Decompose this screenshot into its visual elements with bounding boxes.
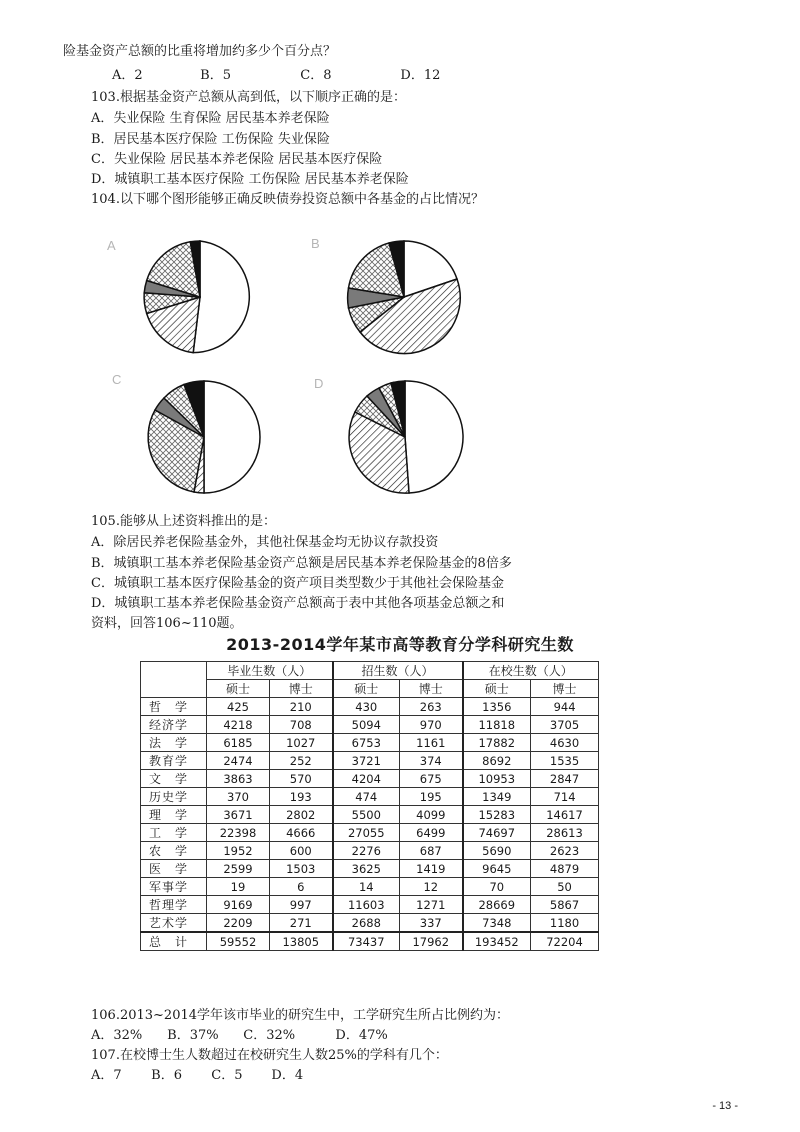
value-cell: 600	[270, 842, 333, 860]
value-cell: 4204	[333, 770, 400, 788]
value-cell: 9169	[207, 896, 270, 914]
value-cell: 1271	[400, 896, 463, 914]
value-cell: 687	[400, 842, 463, 860]
value-cell: 6753	[333, 734, 400, 752]
value-cell: 997	[270, 896, 333, 914]
pie-label-a: A	[107, 238, 116, 253]
table-row	[141, 716, 599, 734]
subject-cell: 教育学	[141, 752, 207, 770]
table-row	[141, 842, 599, 860]
subheader-cell: 博士	[531, 680, 599, 698]
value-cell: 73437	[333, 932, 400, 951]
subject-cell: 理 学	[141, 806, 207, 824]
value-cell: 570	[270, 770, 333, 788]
pie-a-slice-white	[193, 241, 249, 353]
value-cell: 2276	[333, 842, 400, 860]
q106-option-c[interactable]: C．32%	[243, 1028, 296, 1043]
value-cell: 11603	[333, 896, 400, 914]
table-header-row	[141, 662, 599, 680]
table-row	[141, 860, 599, 878]
value-cell: 14	[333, 878, 400, 896]
value-cell: 1952	[207, 842, 270, 860]
value-cell: 11818	[463, 716, 531, 734]
value-cell: 4630	[531, 734, 599, 752]
header-in-school: 在校生数（人）	[463, 662, 599, 680]
value-cell: 2209	[207, 914, 270, 933]
value-cell: 3671	[207, 806, 270, 824]
value-cell: 4879	[531, 860, 599, 878]
q105-option-a[interactable]: A．除居民养老保险基金外，其他社保基金均无协议存款投资	[91, 535, 439, 550]
value-cell: 1503	[270, 860, 333, 878]
value-cell: 5500	[333, 806, 400, 824]
subject-cell: 艺术学	[141, 914, 207, 933]
value-cell: 193452	[463, 932, 531, 951]
value-cell: 74697	[463, 824, 531, 842]
value-cell: 1535	[531, 752, 599, 770]
q107-stem: 107.在校博士生人数超过在校研究生人数25%的学科有几个：	[91, 1048, 448, 1063]
q102-option-c[interactable]: C．8	[300, 68, 332, 83]
subject-cell: 历史学	[141, 788, 207, 806]
value-cell: 2688	[333, 914, 400, 933]
value-cell: 195	[400, 788, 463, 806]
subject-cell: 农 学	[141, 842, 207, 860]
table-row	[141, 770, 599, 788]
q106-option-a[interactable]: A．32%	[91, 1028, 143, 1043]
subject-cell: 哲理学	[141, 896, 207, 914]
value-cell: 2802	[270, 806, 333, 824]
table-row	[141, 896, 599, 914]
table-row	[141, 734, 599, 752]
value-cell: 12	[400, 878, 463, 896]
subject-cell: 工 学	[141, 824, 207, 842]
value-cell: 28613	[531, 824, 599, 842]
value-cell: 944	[531, 698, 599, 716]
value-cell: 13805	[270, 932, 333, 951]
q102-option-a[interactable]: A．2	[112, 68, 143, 83]
table-row	[141, 878, 599, 896]
value-cell: 6499	[400, 824, 463, 842]
value-cell: 70	[463, 878, 531, 896]
q105-tail: 资料，回答106~110题。	[91, 616, 243, 631]
value-cell: 4099	[400, 806, 463, 824]
value-cell: 2847	[531, 770, 599, 788]
table-subheader-row	[141, 680, 599, 698]
table-row	[141, 698, 599, 716]
value-cell: 17882	[463, 734, 531, 752]
q103-stem: 103.根据基金资产总额从高到低，以下顺序正确的是：	[91, 90, 406, 105]
q102-option-d[interactable]: D．12	[400, 68, 441, 83]
value-cell: 3863	[207, 770, 270, 788]
table-row	[141, 914, 599, 933]
value-cell: 1027	[270, 734, 333, 752]
value-cell: 5867	[531, 896, 599, 914]
table-row	[141, 932, 599, 951]
value-cell: 675	[400, 770, 463, 788]
q103-option-a[interactable]: A．失业保险 生育保险 居民基本养老保险	[91, 111, 330, 126]
value-cell: 59552	[207, 932, 270, 951]
value-cell: 263	[400, 698, 463, 716]
table-body	[141, 698, 599, 951]
pie-label-c: C	[112, 372, 122, 387]
value-cell: 474	[333, 788, 400, 806]
subheader-cell: 博士	[270, 680, 333, 698]
value-cell: 6	[270, 878, 333, 896]
subject-cell: 哲 学	[141, 698, 207, 716]
value-cell: 1419	[400, 860, 463, 878]
value-cell: 374	[400, 752, 463, 770]
value-cell: 22398	[207, 824, 270, 842]
value-cell: 50	[531, 878, 599, 896]
q102-tail: 险基金资产总额的比重将增加约多少个百分点？	[63, 44, 337, 59]
value-cell: 3625	[333, 860, 400, 878]
header-enrollment: 招生数（人）	[333, 662, 463, 680]
value-cell: 2474	[207, 752, 270, 770]
q103-option-d[interactable]: D．城镇职工基本医疗保险 工伤保险 居民基本养老保险	[91, 172, 409, 187]
value-cell: 1161	[400, 734, 463, 752]
value-cell: 6185	[207, 734, 270, 752]
pie-label-d: D	[314, 376, 324, 391]
pie-label-b: B	[311, 236, 320, 251]
subheader-cell: 博士	[400, 680, 463, 698]
value-cell: 9645	[463, 860, 531, 878]
q103-option-c[interactable]: C．失业保险 居民基本养老保险 居民基本医疗保险	[91, 152, 383, 167]
value-cell: 28669	[463, 896, 531, 914]
value-cell: 27055	[333, 824, 400, 842]
value-cell: 708	[270, 716, 333, 734]
pie-chart-b[interactable]	[342, 238, 466, 356]
value-cell: 337	[400, 914, 463, 933]
subject-cell: 军事学	[141, 878, 207, 896]
q106-option-d[interactable]: D．47%	[335, 1028, 388, 1043]
pie-chart-c[interactable]	[142, 378, 266, 496]
pie-chart-a[interactable]	[138, 238, 262, 356]
value-cell: 2599	[207, 860, 270, 878]
table-row	[141, 824, 599, 842]
value-cell: 1349	[463, 788, 531, 806]
value-cell: 14617	[531, 806, 599, 824]
subheader-cell: 硕士	[333, 680, 400, 698]
subject-cell: 文 学	[141, 770, 207, 788]
value-cell: 17962	[400, 932, 463, 951]
pie-d-slice-white	[405, 381, 463, 493]
q104-stem: 104.以下哪个图形能够正确反映债券投资总额中各基金的占比情况？	[91, 192, 484, 207]
q107-option-b[interactable]: B．6	[151, 1068, 182, 1083]
value-cell: 1356	[463, 698, 531, 716]
subject-cell: 经济学	[141, 716, 207, 734]
graduate-students-table	[140, 661, 599, 951]
table-row	[141, 788, 599, 806]
value-cell: 970	[400, 716, 463, 734]
q107-option-a[interactable]: A．7	[91, 1068, 122, 1083]
q102-option-b[interactable]: B．5	[200, 68, 231, 83]
table-corner-cell	[141, 662, 207, 698]
page-number: - 13 -	[712, 1100, 738, 1112]
pie-c-slice-white	[204, 381, 260, 493]
q107-options	[91, 1064, 303, 1083]
subheader-cell: 硕士	[207, 680, 270, 698]
q106-stem: 106.2013~2014学年该市毕业的研究生中，工学研究生所占比例约为：	[91, 1008, 510, 1023]
subject-cell: 法 学	[141, 734, 207, 752]
value-cell: 4218	[207, 716, 270, 734]
value-cell: 252	[270, 752, 333, 770]
table-row	[141, 752, 599, 770]
value-cell: 7348	[463, 914, 531, 933]
value-cell: 370	[207, 788, 270, 806]
value-cell: 8692	[463, 752, 531, 770]
table-title: 2013-2014学年某市高等教育分学科研究生数	[226, 635, 574, 654]
value-cell: 3721	[333, 752, 400, 770]
pie-chart-d[interactable]	[343, 378, 467, 496]
value-cell: 193	[270, 788, 333, 806]
q107-option-d[interactable]: D．4	[271, 1068, 304, 1083]
value-cell: 2623	[531, 842, 599, 860]
value-cell: 10953	[463, 770, 531, 788]
value-cell: 210	[270, 698, 333, 716]
value-cell: 4666	[270, 824, 333, 842]
q105-option-d[interactable]: D．城镇职工基本养老保险基金资产总额高于表中其他各项基金总额之和	[91, 596, 505, 611]
q105-stem: 105.能够从上述资料推出的是：	[91, 514, 276, 529]
subheader-cell: 硕士	[463, 680, 531, 698]
q105-option-c[interactable]: C．城镇职工基本医疗保险基金的资产项目类型数少于其他社会保险基金	[91, 576, 504, 591]
q106-options	[91, 1024, 388, 1043]
value-cell: 1180	[531, 914, 599, 933]
value-cell: 5690	[463, 842, 531, 860]
value-cell: 271	[270, 914, 333, 933]
subject-cell: 医 学	[141, 860, 207, 878]
header-graduates: 毕业生数（人）	[207, 662, 333, 680]
q106-option-b[interactable]: B．37%	[167, 1028, 219, 1043]
table-row	[141, 806, 599, 824]
value-cell: 19	[207, 878, 270, 896]
value-cell: 5094	[333, 716, 400, 734]
q102-options	[112, 64, 440, 83]
q107-option-c[interactable]: C．5	[211, 1068, 243, 1083]
q103-option-b[interactable]: B．居民基本医疗保险 工伤保险 失业保险	[91, 132, 330, 147]
value-cell: 72204	[531, 932, 599, 951]
value-cell: 425	[207, 698, 270, 716]
value-cell: 3705	[531, 716, 599, 734]
subject-cell: 总 计	[141, 932, 207, 951]
value-cell: 15283	[463, 806, 531, 824]
value-cell: 714	[531, 788, 599, 806]
q105-option-b[interactable]: B．城镇职工基本养老保险基金资产总额是居民基本养老保险基金的8倍多	[91, 556, 512, 571]
value-cell: 430	[333, 698, 400, 716]
